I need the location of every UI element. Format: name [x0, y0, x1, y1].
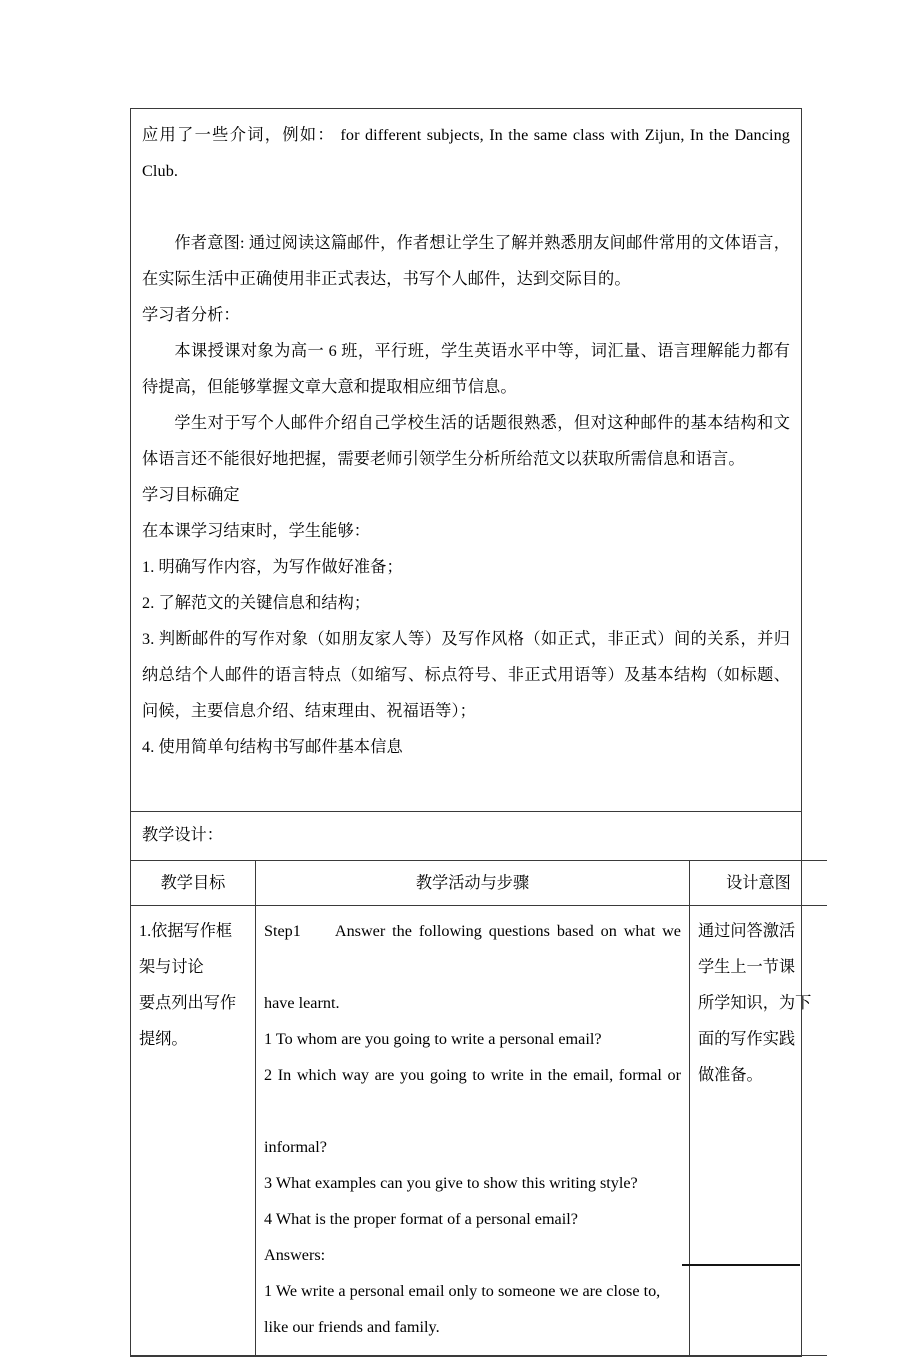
- lesson-plan-table: [131, 860, 827, 1356]
- activity-step-line: [264, 913, 681, 985]
- paragraph-learner-analysis-1: 本课授课对象为高一 6 班，平行班，学生英语水平中等，词汇量、语言理解能力都有待提高，但能够掌握文章大意和提取相应细节信息。: [142, 342, 790, 396]
- paragraph-prepositions: 应用了一些介词，例如： for different subjects, In the same class with Zijun, In the Dancing Club.: [142, 126, 790, 180]
- intent-text-line: 通过问答激活: [698, 922, 796, 941]
- design-section-header: [131, 812, 801, 860]
- intent-text-line: 面的写作实践: [698, 1030, 796, 1049]
- cell-objective-body: [131, 906, 255, 1067]
- table-row: [131, 906, 827, 1356]
- objective-text-line: 1.依据写作框: [139, 922, 233, 941]
- design-section-label: 教学设计：: [142, 826, 223, 844]
- activity-answer-line: like our friends and family.: [264, 1318, 440, 1337]
- activity-text-line: have learnt.: [264, 994, 340, 1013]
- column-header-activity: 教学活动与步骤: [256, 861, 690, 906]
- objective-item-3: 3. 判断邮件的写作对象（如朋友家人等）及写作风格（如正式，非正式）间的关系，并归纳总结个人邮件的语言特点（如缩写、标点符号、非正式用语等）及基本结构（如标题、问候，主要信息介绍、结束理由、祝福语等）；: [142, 630, 790, 720]
- cell-intent-body: [690, 906, 827, 1103]
- activity-step-label: Step1: [264, 922, 301, 941]
- intent-text-line: 学生上一节课: [698, 958, 796, 977]
- paragraph-objectives-lead: 在本课学习结束时，学生能够：: [142, 522, 371, 540]
- cell-objective: [131, 906, 256, 1356]
- prose-trailing-space: [142, 765, 790, 801]
- activity-step-instruction: Answer the following questions based on what we: [334, 922, 681, 941]
- objective-text-line: 架与讨论: [139, 958, 204, 977]
- objective-item-2: 2. 了解范文的关键信息和结构；: [142, 594, 371, 612]
- table-header-row: [131, 861, 827, 906]
- activity-answer-line: 1 We write a personal email only to someone we are close to,: [264, 1282, 661, 1301]
- intent-text-line: 做准备。: [698, 1066, 763, 1085]
- cell-intent: [690, 906, 828, 1356]
- heading-learner-analysis: 学习者分析：: [142, 306, 240, 324]
- objective-text-line: 要点列出写作: [139, 994, 237, 1013]
- objective-item-1: 1. 明确写作内容，为写作做好准备；: [142, 558, 403, 576]
- document-frame: [130, 108, 812, 1357]
- prose-region: [131, 109, 801, 811]
- activity-question-line: 3 What examples can you give to show this writing style?: [264, 1174, 638, 1193]
- activity-question-line: 1 To whom are you going to write a personal email?: [264, 1030, 602, 1049]
- paragraph-author-intent: 作者意图: 通过阅读这篇邮件，作者想让学生了解并熟悉朋友间邮件常用的文体语言，在实际生活中正确使用非正式表达，书写个人邮件，达到交际目的。: [142, 234, 790, 288]
- cell-activity-body: [256, 906, 689, 1355]
- activity-question-line: 4 What is the proper format of a personal email?: [264, 1210, 578, 1229]
- cell-activity: [256, 906, 690, 1356]
- intent-text-line: 所学知识，为下: [698, 994, 812, 1013]
- column-header-intent: 设计意图: [690, 861, 828, 906]
- objective-text-line: 提纲。: [139, 1030, 188, 1049]
- activity-question-line: 2 In which way are you going to write in the email, formal or: [264, 1066, 681, 1085]
- footer-rule: [682, 1264, 800, 1266]
- heading-objectives: 学习目标确定: [142, 486, 240, 504]
- activity-question-line: informal?: [264, 1138, 327, 1157]
- activity-answers-label: Answers:: [264, 1246, 326, 1265]
- paragraph-learner-analysis-2: 学生对于写个人邮件介绍自己学校生活的话题很熟悉，但对这种邮件的基本结构和文体语言还不能很好地把握，需要老师引领学生分析所给范文以获取所需信息和语言。: [142, 414, 790, 468]
- objective-item-4: 4. 使用简单句结构书写邮件基本信息: [142, 738, 403, 756]
- column-header-objective: 教学目标: [131, 861, 256, 906]
